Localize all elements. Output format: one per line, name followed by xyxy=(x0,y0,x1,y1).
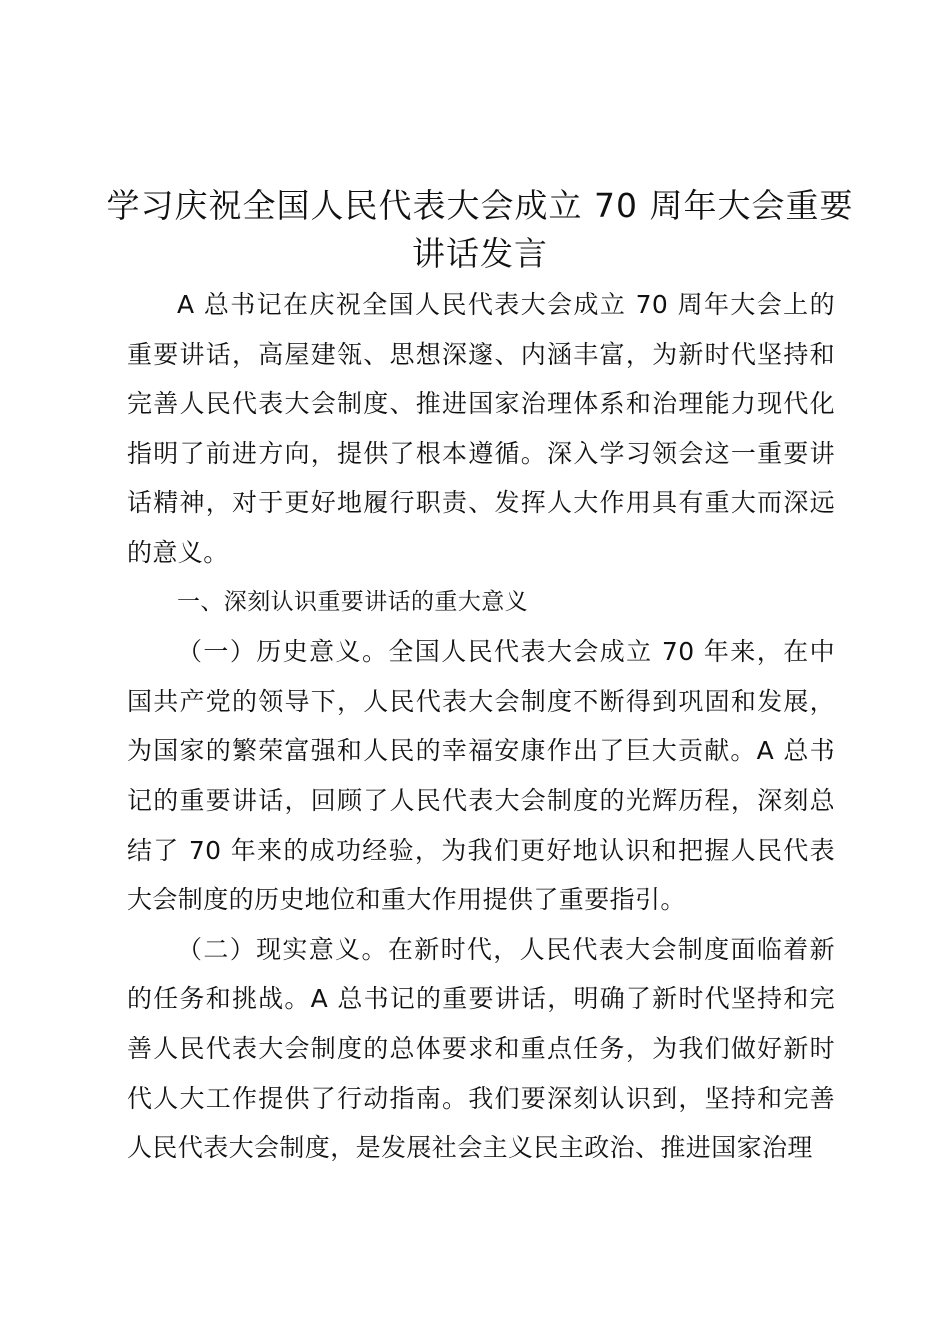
document-title: 学习庆祝全国人民代表大会成立 70 周年大会重要讲话发言 xyxy=(106,186,854,273)
intro-paragraph: A 总书记在庆祝全国人民代表大会成立 70 周年大会上的重要讲话，高屋建瓴、思想深邃、内涵丰富，为新时代坚持和完善人民代表大会制度、推进国家治理体系和治理能力现代化指明了前进方向，提供了根本遵循。深入学习领会这一重要讲话精神，对于更好地履行职责、发挥人大作用具有重大而深远的意义。 xyxy=(127,290,835,567)
section-heading: 一、深刻认识重要讲话的重大意义 xyxy=(177,588,528,615)
document-body xyxy=(127,280,835,1173)
historical-significance-paragraph: （一）历史意义。全国人民代表大会成立 70 年来，在中国共产党的领导下，人民代表大会制度不断得到巩固和发展，为国家的繁荣富强和人民的幸福安康作出了巨大贡献。A 总书记的重要讲话，回顾了人民代表大会制度的光辉历程，深刻总结了 70 年来的成功经验，为我们更好地认识和把握人民代表大会制度的历史地位和重大作用提供了重要指引。 xyxy=(127,637,835,915)
practical-significance-paragraph: （二）现实意义。在新时代，人民代表大会制度面临着新的任务和挑战。A 总书记的重要讲话，明确了新时代坚持和完善人民代表大会制度的总体要求和重点任务，为我们做好新时代人大工作提供了行动指南。我们要深刻认识到，坚持和完善人民代表大会制度，是发展社会主义民主政治、推进国家治理 xyxy=(127,934,835,1163)
